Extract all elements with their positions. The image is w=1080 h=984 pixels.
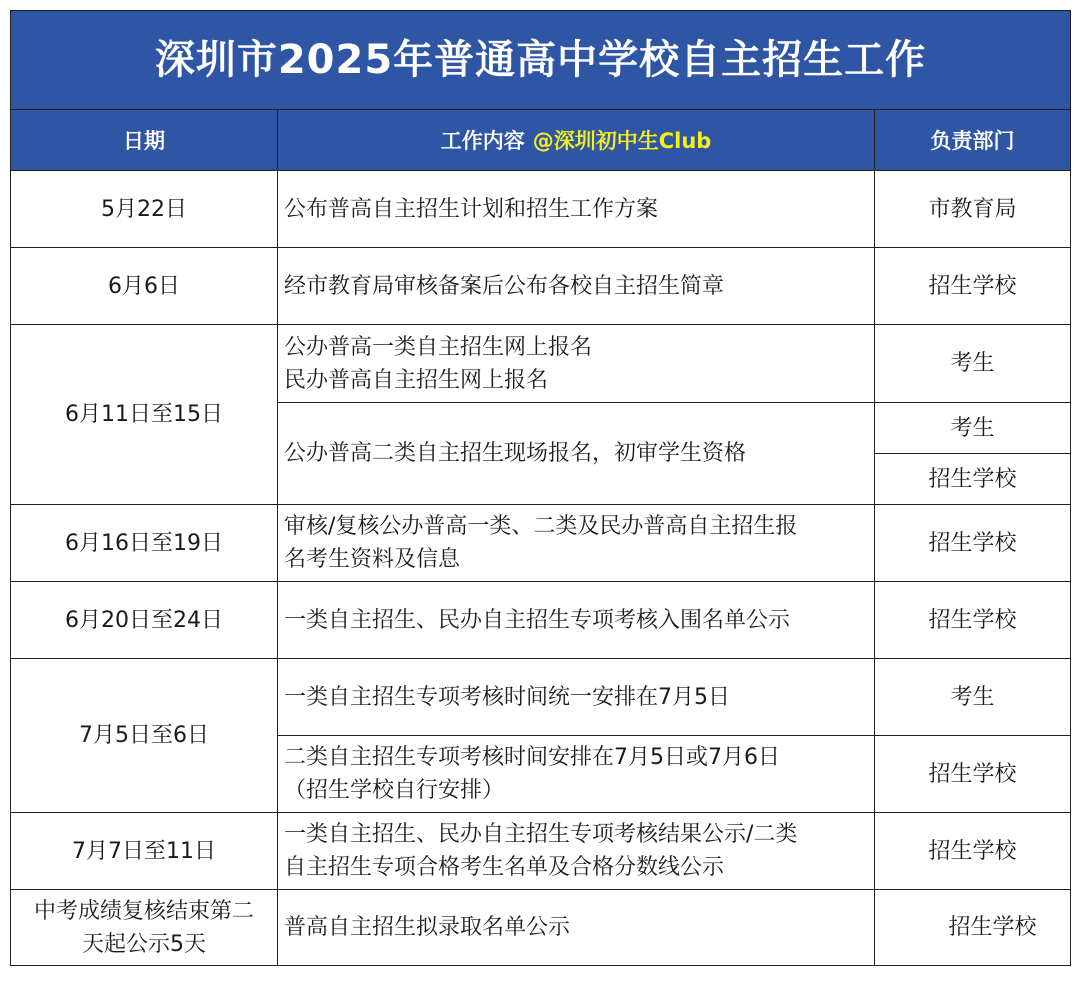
content-cell: 一类自主招生、民办自主招生专项考核入围名单公示 [278,582,875,659]
date-cell: 5月22日 [11,171,278,248]
header-content [278,110,875,171]
table-title: 深圳市2025年普通高中学校自主招生工作 [11,11,1071,110]
content-cell [278,325,875,403]
content-cell: 普高自主招生拟录取名单公示 [278,890,875,966]
table-row [11,248,1071,325]
content-line: 公办普高一类自主招生网上报名 [284,334,593,360]
dept-cell: 考生 [875,403,1071,454]
content-cell: 一类自主招生专项考核时间统一安排在7月5日 [278,659,875,736]
dept-cell: 招生学校 [875,582,1071,659]
content-cell: 公办普高二类自主招生现场报名，初审学生资格 [278,403,875,505]
date-cell: 7月5日至6日 [11,659,278,813]
dept-cell: 市教育局 [875,171,1071,248]
content-line: 二类自主招生专项考核时间安排在7月5日或7月6日 [284,745,780,770]
table-row [11,325,1071,403]
content-line: 审核/复核公办普高一类、二类及民办普高自主招生报 [284,514,798,539]
header-content-label: 工作内容 [440,129,525,153]
date-cell: 6月16日至19日 [11,505,278,582]
content-line: 自主招生专项合格考生名单及合格分数线公示 [284,855,725,880]
content-cell: 经市教育局审核备案后公布各校自主招生简章 [278,248,875,325]
table-row [11,505,1071,582]
table-row [11,582,1071,659]
dept-cell: 招生学校 [875,505,1071,582]
header-row [11,110,1071,171]
date-cell: 6月11日至15日 [11,325,278,505]
dept-cell: 招生学校 [875,890,1071,966]
content-cell [278,736,875,813]
content-cell: 公布普高自主招生计划和招生工作方案 [278,171,875,248]
table-row [11,813,1071,890]
dept-cell: 招生学校 [875,454,1071,505]
content-line: （招生学校自行安排） [284,778,505,803]
content-cell [278,505,875,582]
content-line: 名考生资料及信息 [284,547,461,572]
content-cell [278,813,875,890]
dept-cell: 招生学校 [875,736,1071,813]
dept-cell: 考生 [875,325,1071,403]
schedule-table [10,10,1071,966]
dept-cell: 考生 [875,659,1071,736]
date-cell [11,890,278,966]
dept-cell: 招生学校 [875,813,1071,890]
content-line: 民办普高自主招生网上报名 [284,367,549,393]
header-date: 日期 [11,110,278,171]
date-line: 中考成绩复核结束第二 [33,898,254,924]
content-line: 一类自主招生、民办自主招生专项考核结果公示/二类 [284,822,798,847]
date-cell: 6月20日至24日 [11,582,278,659]
date-line: 天起公示5天 [82,931,206,957]
date-cell: 6月6日 [11,248,278,325]
table-row [11,890,1071,966]
table-row [11,659,1071,736]
header-content-tag: @深圳初中生Club [532,129,712,153]
dept-cell: 招生学校 [875,248,1071,325]
date-cell: 7月7日至11日 [11,813,278,890]
table-row [11,171,1071,248]
header-dept: 负责部门 [875,110,1071,171]
